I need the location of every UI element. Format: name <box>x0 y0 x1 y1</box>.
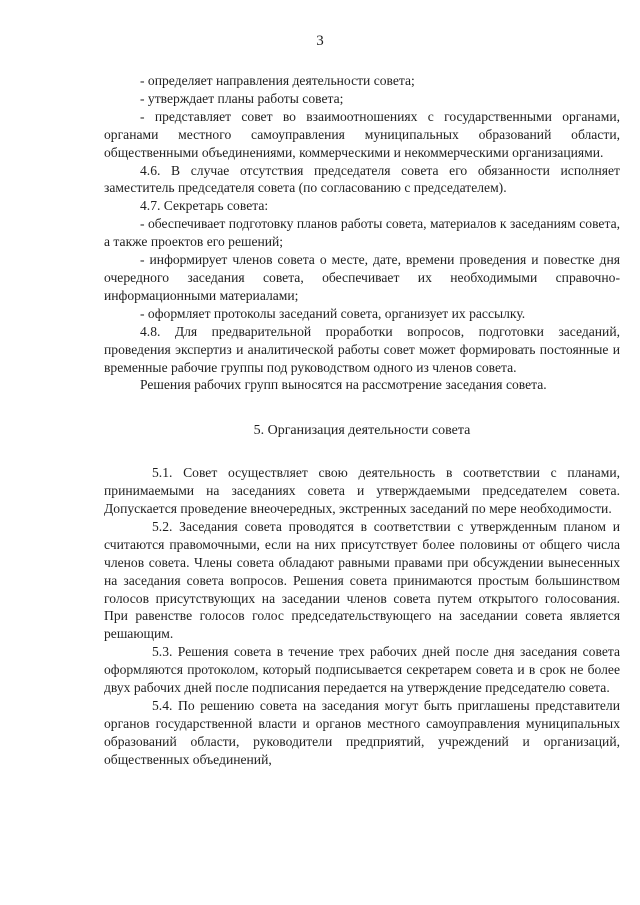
section-5-body <box>104 464 620 768</box>
page-number: 3 <box>316 33 324 49</box>
paragraph: 5.4. По решению совета на заседания могут быть приглашены представители органов государственной власти и органов местного самоуправления муниципальных образований области, руководители предприятий, учреждений и организаций, общественных объединений, <box>104 698 620 767</box>
paragraph: 5.3. Решения совета в течение трех рабочих дней после дня заседания совета оформляются протоколом, который подписывается секретарем совета и в срок не более двух рабочих дней после подписания передается на утверждение председателю совета. <box>104 644 620 696</box>
paragraph: - информирует членов совета о месте, дате, времени проведения и повестке дня очередного заседания совета, обеспечивает их необходимыми справочно-информационными материалами; <box>104 252 620 303</box>
paragraph: - представляет совет во взаимоотношениях с государственными органами, органами местного самоуправления муниципальных образований области, общественными объединениями, коммерческими и некоммерческими организациями. <box>104 108 620 160</box>
paragraph: Решения рабочих групп выносятся на рассмотрение заседания совета. <box>140 377 547 393</box>
paragraph: 4.7. Секретарь совета: <box>140 198 269 214</box>
paragraph: - обеспечивает подготовку планов работы совета, материалов к заседаниям совета, а также проектов его решений; <box>104 216 620 250</box>
document-body <box>104 72 620 769</box>
section-4-continuation <box>104 72 620 394</box>
paragraph: - определяет направления деятельности совета; <box>140 73 415 88</box>
paragraph: 4.8. Для предварительной проработки вопросов, подготовки заседаний, проведения экспертиз и аналитической работы совет может формировать постоянные и временные рабочие группы под руководством одного из членов совета. <box>104 323 620 375</box>
paragraph: 4.6. В случае отсутствия председателя совета его обязанности исполняет заместитель председателя совета (по согласованию с председателем). <box>104 162 620 196</box>
section-heading: 5. Организация деятельности совета <box>253 423 471 439</box>
paragraph: - оформляет протоколы заседаний совета, организует их рассылку. <box>140 305 526 321</box>
paragraph: 5.1. Совет осуществляет свою деятельность в соответствии с планами, принимаемыми на заседаниях совета и утверждаемыми председателем совета. Допускается проведение внеочередных, экстренных заседаний по мере необходимости. <box>104 465 620 517</box>
paragraph: - утверждает планы работы совета; <box>140 90 344 106</box>
paragraph: 5.2. Заседания совета проводятся в соответствии с утвержденным планом и считаются правомочными, если на них присутствует более половины от общего числа членов совета. Члены совета обладают равными правами при обсуждении вынесенных на заседания совета вопросов. Решения совета принимаются простым большинством голосов присутствующих на заседании членов совета путем открытого голосования. При равенстве голосов голос председательствующего на заседании совета является решающим. <box>104 518 620 642</box>
